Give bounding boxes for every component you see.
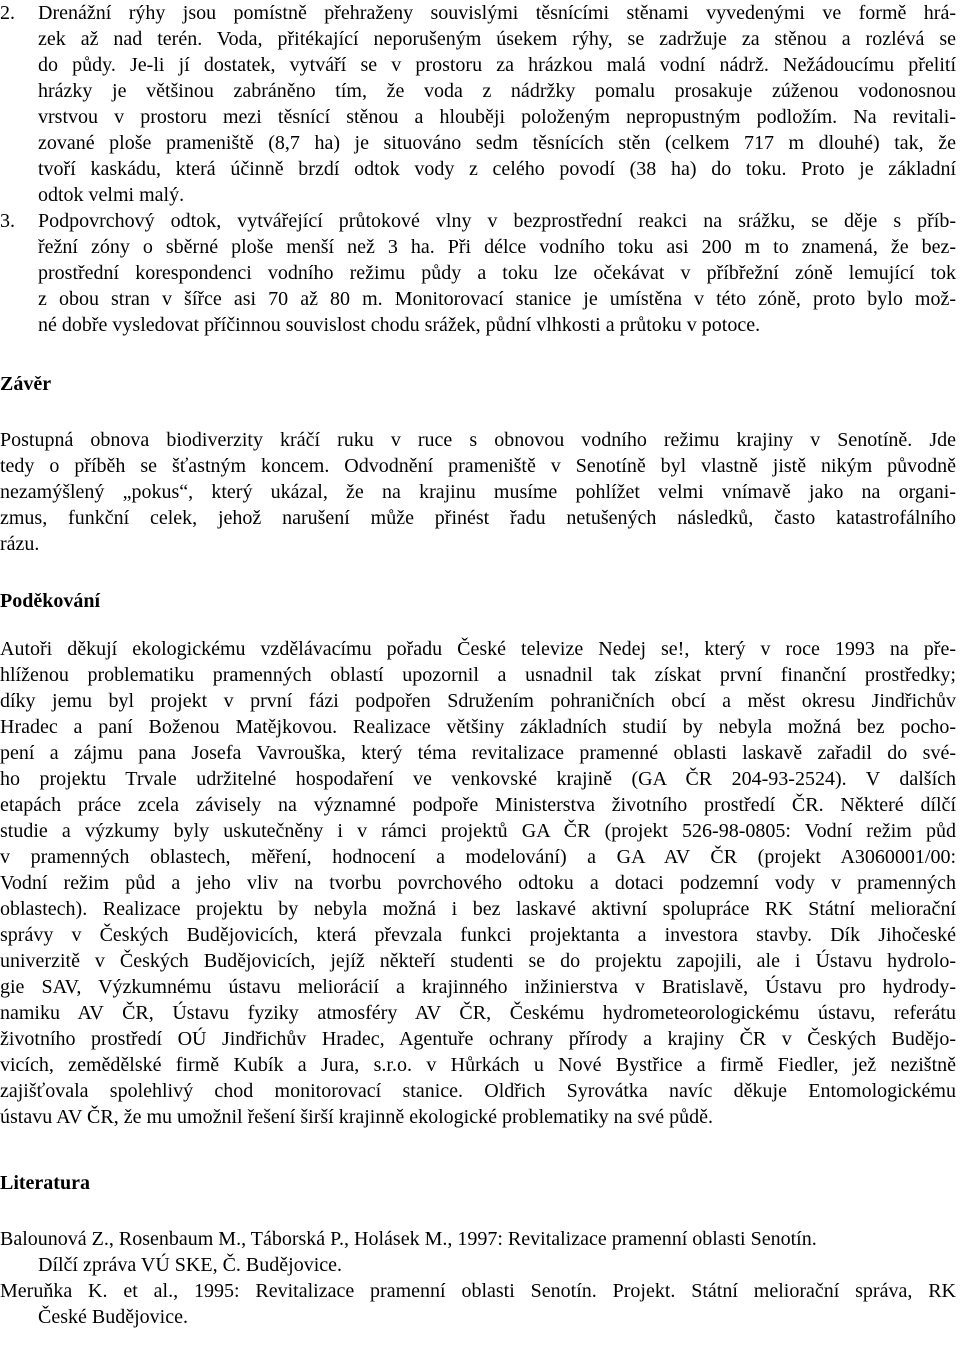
text-line: gie SAV, Výzkumnému ústavu meliorácií a krajinného inžinierstva v Bratislavě, Ústavu pro hydrody-: [0, 976, 956, 998]
text-line: zajišťovala spolehlivý chod monitorovací stanice. Oldřich Syrovátka navíc děkuje Entomologickému: [0, 1080, 956, 1102]
text-line: životního prostředí OÚ Jindřichův Hradec, Agentuře ochrany přírody a krajiny ČR v Českých Budějo-: [0, 1028, 956, 1050]
section-heading-conclusion: Závěr: [0, 373, 52, 395]
text-line: pení a zájmu pana Josefa Vavrouška, který téma revitalizace pramenné oblasti laskavě zařadil do své-: [0, 742, 956, 764]
text-line: zmus, funkční celek, jehož narušení může přinést řadu netušených následků, často katastrofálního: [0, 507, 956, 529]
text-line: oblastech). Realizace projektu by nebyla možná i bez laskavé aktivní spolupráce RK Státní meliorační: [0, 898, 956, 920]
text-line: né dobře vysledovat příčinnou souvislost chodu srážek, půdní vlhkosti a průtoku v potoce.: [38, 314, 761, 336]
text-line: do půdy. Je-li jí dostatek, vytváří se v prostoru za hrázkou malá vodní nádrž. Nežádoucímu přelití: [38, 54, 956, 76]
reference-line: Dílčí zpráva VÚ SKE, Č. Budějovice.: [38, 1254, 343, 1276]
text-line: Hradec a paní Boženou Matějkovou. Realizace většiny základních studií by nebyla možná bez pocho-: [0, 716, 956, 738]
text-line: tvoří kaskádu, která účinně brzdí odtok vody z celého povodí (38 ha) do toku. Proto je základní: [38, 158, 956, 180]
text-line: řežní zóny o sběrné ploše menší než 3 ha. Při délce vodního toku asi 200 m to znamená, že bez-: [38, 236, 956, 258]
text-line: Postupná obnova biodiverzity kráčí ruku v ruce s obnovou vodního režimu krajiny v Senotíně. Jde: [0, 429, 956, 451]
text-line: studie a výzkumy byly uskutečněny i v rámci projektů GA ČR (projekt 526-98-0805: Vodní režim půd: [0, 820, 956, 842]
text-line: rázu.: [0, 533, 40, 555]
text-line: odtok velmi malý.: [38, 184, 185, 206]
text-line: Drenážní rýhy jsou pomístně přehraženy souvislými těsnícími stěnami vyvedenými ve formě hrá-: [38, 2, 956, 24]
section-heading-acknowledgements: Poděkování: [0, 590, 101, 612]
reference-line: České Budějovice.: [38, 1306, 188, 1328]
text-line: hrázky je většinou zabráněno tím, že voda z nádržky pomalu prosakuje zúženou vodonosnou: [38, 80, 956, 102]
text-line: z obou stran v šířce asi 70 až 80 m. Monitorovací stanice je umístěna v této zóně, proto bylo mož-: [38, 288, 956, 310]
text-line: Autoři děkují ekologickému vzdělávacímu pořadu České televize Nedej se!, který v roce 1993 na pře-: [0, 638, 956, 660]
text-line: ho projektu Trvale udržitelné hospodaření ve venkovské krajině (GA ČR 204-93-2524). V dalších: [0, 768, 956, 790]
text-line: namiku AV ČR, Ústavu fyziky atmosféry AV ČR, Českému hydrometeorologickému ústavu, referátu: [0, 1002, 956, 1024]
text-line: univerzitě v Českých Budějovicích, jejíž někteří studenti se do projektu zapojili, ale i Ústavu hydrolo-: [0, 950, 956, 972]
text-line: díky jemu byl projekt v první fázi podpořen Sdružením pohraničních obcí a měst okresu Jindřichův: [0, 690, 956, 712]
text-line: Podpovrchový odtok, vytvářející průtokové vlny v bezprostřední reakci na srážku, se děje s příb-: [38, 210, 956, 232]
text-line: zek až nad terén. Voda, přitékající neporušeným úsekem rýhy, se zadržuje za stěnou a rozlévá se: [38, 28, 956, 50]
text-line: nezamýšlený „pokus“, který ukázal, že na krajinu musíme pohlížet velmi vnímavě jako na organi-: [0, 481, 956, 503]
text-line: ústavu AV ČR, že mu umožnil řešení širší krajinně ekologické problematiky na své půdě.: [0, 1106, 714, 1128]
section-heading-references: Literatura: [0, 1172, 90, 1194]
reference-line: Balounová Z., Rosenbaum M., Táborská P., Holásek M., 1997: Revitalizace pramenní oblasti Senotín.: [0, 1228, 817, 1250]
text-line: etapách práce zcela závisely na významné podpoře Ministerstva životního prostředí ČR. Některé dílčí: [0, 794, 956, 816]
list-number: 2.: [0, 2, 15, 24]
reference-line: Meruňka K. et al., 1995: Revitalizace pramenní oblasti Senotín. Projekt. Státní meliorační správa, RK: [0, 1280, 956, 1302]
text-line: hlíženou problematiku pramenných oblastí upozornil a usnadnil tak získat první finanční prostředky;: [0, 664, 956, 686]
text-line: prostřední korespondenci vodního režimu půdy a toku lze očekávat v příbřežní zóně lemující tok: [38, 262, 956, 284]
list-number: 3.: [0, 210, 15, 232]
text-line: správy v Českých Budějovicích, která převzala funkci projektanta a investora stavby. Dík Jihočeské: [0, 924, 956, 946]
text-line: vicích, zemědělské firmě Kubík a Jura, s.r.o. v Hůrkách u Nové Bystřice a firmě Fiedler, jež nezištně: [0, 1054, 956, 1076]
text-line: tedy o příběh se šťastným koncem. Odvodnění prameniště v Senotíně byl vlastně jistě nikým původně: [0, 455, 956, 477]
text-line: zované ploše prameniště (8,7 ha) je situováno sedm těsnících stěn (celkem 717 m dlouhé) tak, že: [38, 132, 956, 154]
text-line: vrstvou v prostoru mezi těsnící stěnou a hlouběji položeným nepropustným podložím. Na revitali-: [38, 106, 956, 128]
text-line: v pramenných oblastech, měření, hodnocení a modelování) a GA AV ČR (projekt A3060001/00:: [0, 846, 956, 868]
text-line: Vodní režim půd a jeho vliv na tvorbu povrchového odtoku a dotaci podzemní vody v pramenných: [0, 872, 956, 894]
